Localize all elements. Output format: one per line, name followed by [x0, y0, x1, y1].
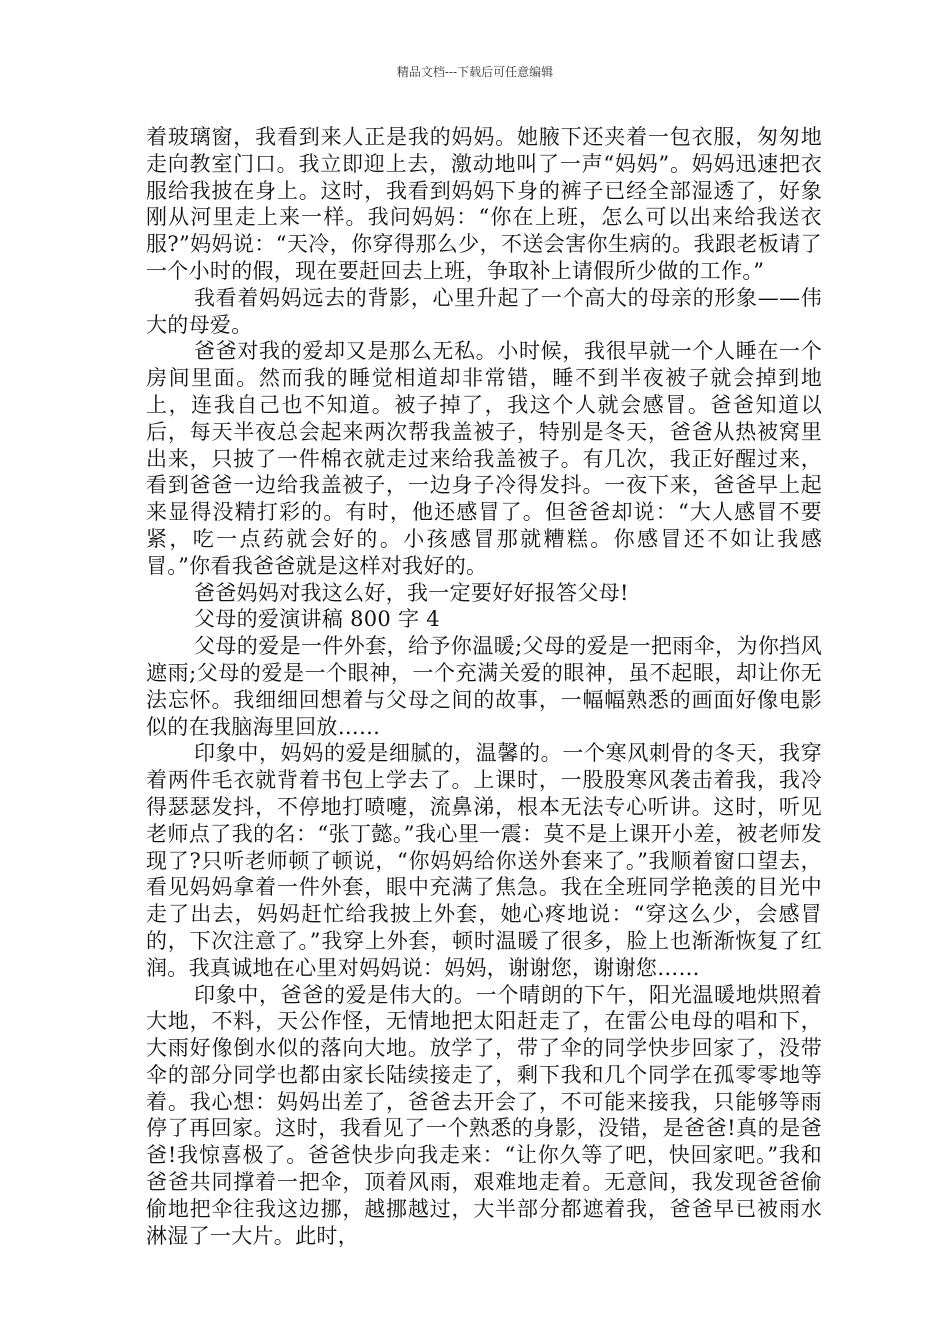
- paragraph-5: 父母的爱是一件外套，给予你温暖;父母的爱是一把雨伞，为你挡风遮雨;父母的爱是一个眼神，一个充满关爱的眼神，虽不起眼，却让你无法忘怀。我细细回想着与父母之间的故事，一幅幅熟悉的画面好像电影似的在我脑海里回放……: [146, 634, 822, 739]
- page-header: 精品文档---下载后可任意编辑: [396, 65, 554, 79]
- paragraph-4: 爸爸妈妈对我这么好，我一定要好好报答父母!: [194, 580, 629, 605]
- paragraph-3: 爸爸对我的爱却又是那么无私。小时候，我很早就一个人睡在一个房间里面。然而我的睡觉相道却非常错，睡不到半夜被子就会掉到地上，连我自己也不知道。被子掉了，我这个人就会感冒。爸爸知道以后，每天半夜总会起来两次帮我盖被子，特别是冬天，爸爸从热被窝里出来，只披了一件棉衣就走过来给我盖被子。有几次，我正好醒过来，看到爸爸一边给我盖被子，一边身子冷得发抖。一夜下来，爸爸早上起来显得没精打彩的。有时，他还感冒了。但爸爸却说：“大人感冒不要紧，吃一点药就会好的。小孩感冒那就糟糕。你感冒还不如让我感冒。”你看我爸爸就是这样对我好的。: [146, 339, 822, 578]
- paragraph-6: 印象中，妈妈的爱是细腻的，温馨的。一个寒风刺骨的冬天，我穿着两件毛衣就背着书包上学去了。上课时，一股股寒风袭击着我，我冷得瑟瑟发抖，不停地打喷嚏，流鼻涕，根本无法专心听讲。这时，听见老师点了我的名：“张丁懿。”我心里一震：莫不是上课开小差，被老师发现了?只听老师顿了顿说，“你妈妈给你送外套来了。”我顺着窗口望去，看见妈妈拿着一件外套，眼中充满了焦急。我在全班同学艳羡的目光中走了出去，妈妈赶忙给我披上外套，她心疼地说：“穿这么少，会感冒的，下次注意了。”我穿上外套，顿时温暖了很多，脸上也渐渐恢复了红润。我真诚地在心里对妈妈说：妈妈，谢谢您，谢谢您……: [146, 741, 822, 980]
- paragraph-7: 印象中，爸爸的爱是伟大的。一个晴朗的下午，阳光温暖地烘照着大地，不料，天公作怪，无情地把太阳赶走了，在雷公电母的唱和下，大雨好像倒水似的落向大地。放学了，带了伞的同学快步回家了，没带伞的部分同学也都由家长陆续接走了，剩下我和几个同学在孤零零地等着。我心想：妈妈出差了，爸爸去开会了，不可能来接我，只能够等雨停了再回家。这时，我看见了一个熟悉的身影，没错，是爸爸!真的是爸爸!我惊喜极了。爸爸快步向我走来：“让你久等了吧，快回家吧。”我和爸爸共同撑着一把伞，顶着风雨，艰难地走着。无意间，我发现爸爸偷偷地把伞往我这边挪，越挪越过，大半部分都遮着我，爸爸早已被雨水淋湿了一大片。此时，: [146, 982, 822, 1248]
- paragraph-2: 我看着妈妈远去的背影，心里升起了一个高大的母亲的形象——伟大的母爱。: [146, 285, 822, 337]
- document-body: [146, 124, 822, 1249]
- paragraph-1: 着玻璃窗，我看到来人正是我的妈妈。她腋下还夹着一包衣服，匆匆地走向教室门口。我立即迎上去，激动地叫了一声“妈妈”。妈妈迅速把衣服给我披在身上。这时，我看到妈妈下身的裤子已经全部湿透了，好象刚从河里走上来一样。我问妈妈：“你在上班，怎么可以出来给我送衣服?”妈妈说：“天冷，你穿得那么少，不送会害你生病的。我跟老板请了一个小时的假，现在要赶回去上班，争取补上请假所少做的工作。”: [146, 125, 822, 283]
- section-title: 父母的爱演讲稿 800 字 4: [194, 607, 440, 632]
